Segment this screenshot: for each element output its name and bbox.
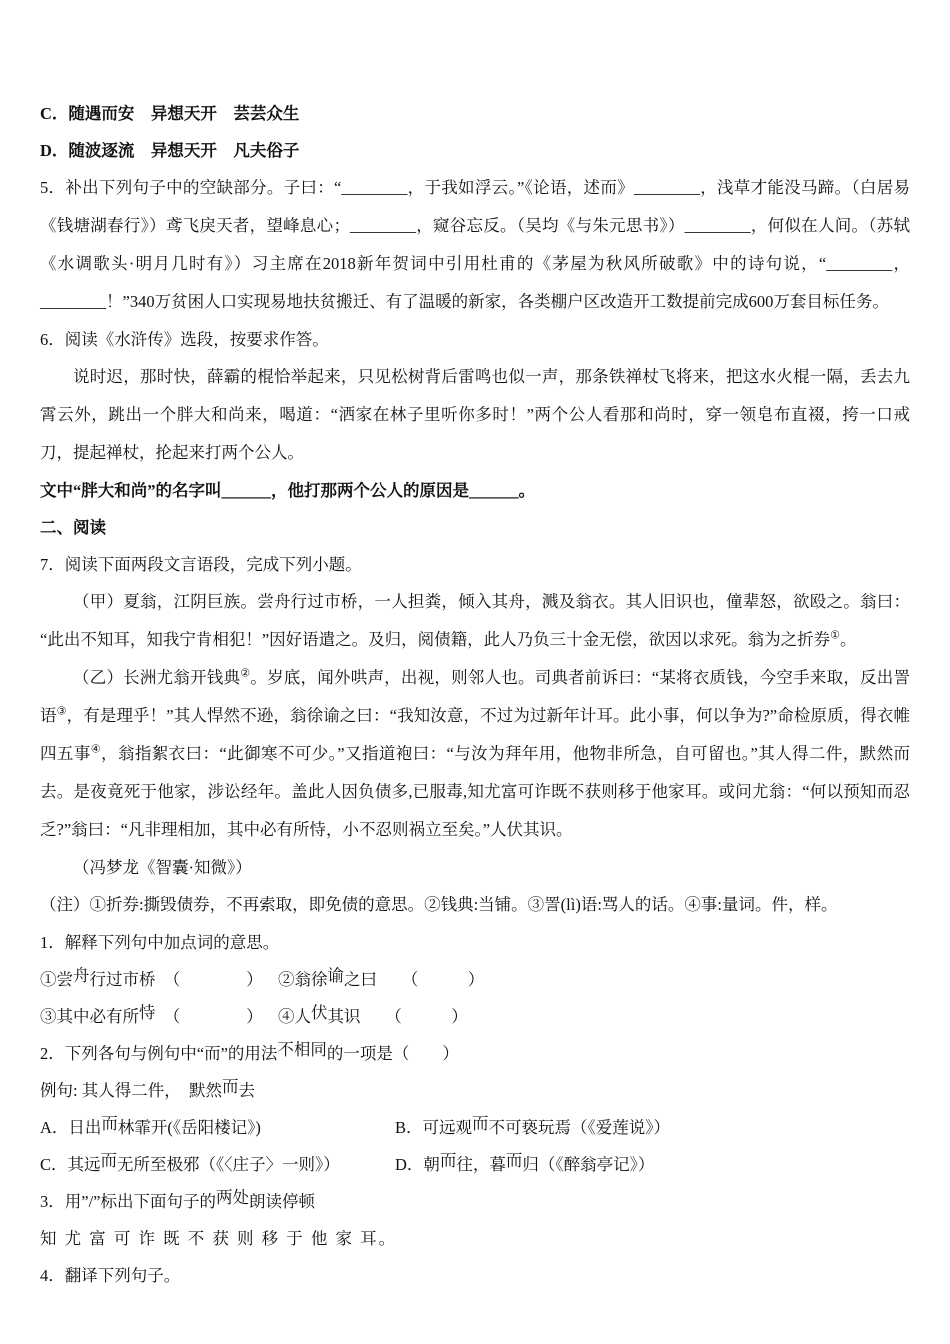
shuihu-excerpt: 说时迟，那时快，薛霸的棍恰举起来，只见松树背后雷鸣也似一声，那条铁禅杖飞将来，把这水火棍一隔，丢去九霄云外，跳出一个胖大和尚来，喝道：“洒家在林子里听你多时！”两个公人看那和尚时，穿一领皂布直裰，挎一口戒刀，提起禅杖，抡起来打两个公人。 bbox=[40, 367, 910, 462]
question-6-fill-line: 文中“胖大和尚”的名字叫______，他打那两个公人的原因是______。 bbox=[40, 481, 535, 500]
passage-yi-text-2: 。岁底，闻外哄声，出视，则邻人也。司典者前诉曰：“某将衣质钱，今空手来取，反出詈语 bbox=[40, 668, 910, 725]
q2-option-a: A．日出而林霏开(《岳阳楼记》) bbox=[40, 1114, 261, 1137]
passage-jia bbox=[40, 583, 910, 659]
sub-question-4-intro: 4．翻译下列句子。 bbox=[40, 1266, 181, 1285]
passage-jia-text: （甲）夏翁，江阴巨族。尝舟行过市桥，一人担粪，倾入其舟，溅及翁衣。其人旧识也，僮辈怒，欲殴之。翁曰：“此出不知耳，知我宁肯相犯！”因好语遣之。及归，阅债籍，此人乃负三十金无偿，欲因以求死。翁为之折券 bbox=[40, 592, 910, 649]
q1-item-4: ④人伏其识 （ ） bbox=[278, 1003, 468, 1026]
emphasized-char-er: 而 bbox=[472, 1114, 489, 1133]
example-sentence: 例句: 其人得二件， 默然而去 bbox=[40, 1077, 255, 1100]
q1-item-3: ③其中必有所恃 （ ） bbox=[40, 1003, 263, 1026]
q1-items-row-1 bbox=[40, 961, 910, 998]
q2-option-c: C．其远而无所至极邪（《〈庄子〉一则》） bbox=[40, 1151, 340, 1174]
q2-options-row-1 bbox=[40, 1109, 910, 1146]
passage-yi-text-3: ，有是理乎！”其人悍然不逊，翁徐谕之曰：“我知汝意，不过为过新年计耳。此小事，何以争为?”命检原质，得衣帷四五事 bbox=[40, 706, 911, 763]
q1-item-1: ①尝舟行过市桥 （ ） bbox=[40, 966, 263, 989]
footnote-ref-3: ③ bbox=[56, 705, 67, 718]
passage-yi-text-1: （乙）长洲尤翁开钱典 bbox=[73, 668, 241, 687]
emphasized-phrase-two-places: 两处 bbox=[215, 1188, 249, 1207]
question-6-intro: 6．阅读《水浒传》选段，按要求作答。 bbox=[40, 330, 329, 349]
emphasized-char-er: 而 bbox=[100, 1151, 118, 1170]
emphasized-phrase-different: 不相同 bbox=[277, 1040, 327, 1059]
emphasized-char-yu: 谕 bbox=[327, 966, 344, 985]
question-5-fill-in-blanks: 5．补出下列句子中的空缺部分。子曰：“________，于我如浮云。”《论语，述而》________，浅草才能没马蹄。（白居易《钱塘湖春行》）鸢飞戾天者，望峰息心；________，窥谷忘反。（吴均《与朱元思书》）________，何似在人间。（苏轼《水调歌头·明月几时有》）习主席在2018新年贺词中引用杜甫的《茅屋为秋风所破歌》中的诗句说，“________，________！”340万贫困人口实现易地扶贫搬迁、有了温暖的新家，各类棚户区改造开工数提前完成600万套目标任务。 bbox=[40, 178, 910, 311]
q2-options-row-2 bbox=[40, 1146, 910, 1183]
footnote-ref-2: ② bbox=[240, 667, 251, 680]
emphasized-char-shi: 恃 bbox=[139, 1003, 156, 1022]
emphasized-char-er: 而 bbox=[439, 1151, 457, 1170]
q1-item-2: ②翁徐谕之曰 （ ） bbox=[278, 966, 485, 989]
q2-option-d: D．朝而往，暮而归（《醉翁亭记》） bbox=[395, 1151, 655, 1174]
section-2-heading: 二、阅读 bbox=[40, 518, 106, 537]
emphasized-char-er: 而 bbox=[221, 1077, 239, 1096]
choice-option-d: D．随波逐流 异想天开 凡夫俗子 bbox=[40, 141, 300, 160]
passage-yi-text-4: ，翁指絮衣曰：“此御寒不可少。”又指道袍曰：“与汝为拜年用，他物非所急，自可留也。”其人得二件，默然而去。是夜竟死于他家，涉讼经年。盖此人因负债多,已服毒,知尤富可诈既不获则移于他家耳。或问尤翁：“何以预知而忍乏?”翁曰：“凡非理相加，其中必有所恃，小不忍则祸立至矣。”人伏其识。 bbox=[40, 744, 910, 839]
sub-question-1-intro: 1．解释下列句中加点词的意思。 bbox=[40, 933, 280, 952]
pause-marking-sentence: 知 尤 富 可 诈 既 不 获 则 移 于 他 家 耳。 bbox=[40, 1229, 398, 1248]
emphasized-char-er: 而 bbox=[505, 1151, 523, 1170]
sub-question-3-intro: 3．用”/”标出下面句子的两处朗读停顿 bbox=[40, 1188, 315, 1211]
footnotes-line: （注）①折券:撕毁债券，不再索取，即免债的意思。②钱典:当铺。③詈(lì)语:骂人的话。④事:量词。件，样。 bbox=[40, 895, 838, 914]
emphasized-char-fu: 伏 bbox=[311, 1003, 328, 1022]
sub-question-2-intro: 2．下列各句与例句中“而”的用法不相同的一项是（ ） bbox=[40, 1040, 459, 1063]
q2-option-b: B．可远观而不可亵玩焉（《爱莲说》） bbox=[395, 1114, 671, 1137]
q1-items-row-2 bbox=[40, 998, 910, 1035]
choice-option-c: C．随遇而安 异想天开 芸芸众生 bbox=[40, 104, 300, 123]
source-attribution: （冯梦龙《智囊·知微》） bbox=[73, 858, 252, 877]
footnote-ref-4: ④ bbox=[90, 743, 102, 756]
emphasized-char-er: 而 bbox=[101, 1114, 118, 1133]
footnote-ref-1: ① bbox=[830, 629, 841, 642]
emphasized-char-zhou: 舟 bbox=[73, 966, 90, 985]
question-7-intro: 7．阅读下面两段文言语段，完成下列小题。 bbox=[40, 555, 362, 574]
passage-yi bbox=[40, 659, 910, 849]
passage-jia-end: 。 bbox=[840, 630, 857, 649]
